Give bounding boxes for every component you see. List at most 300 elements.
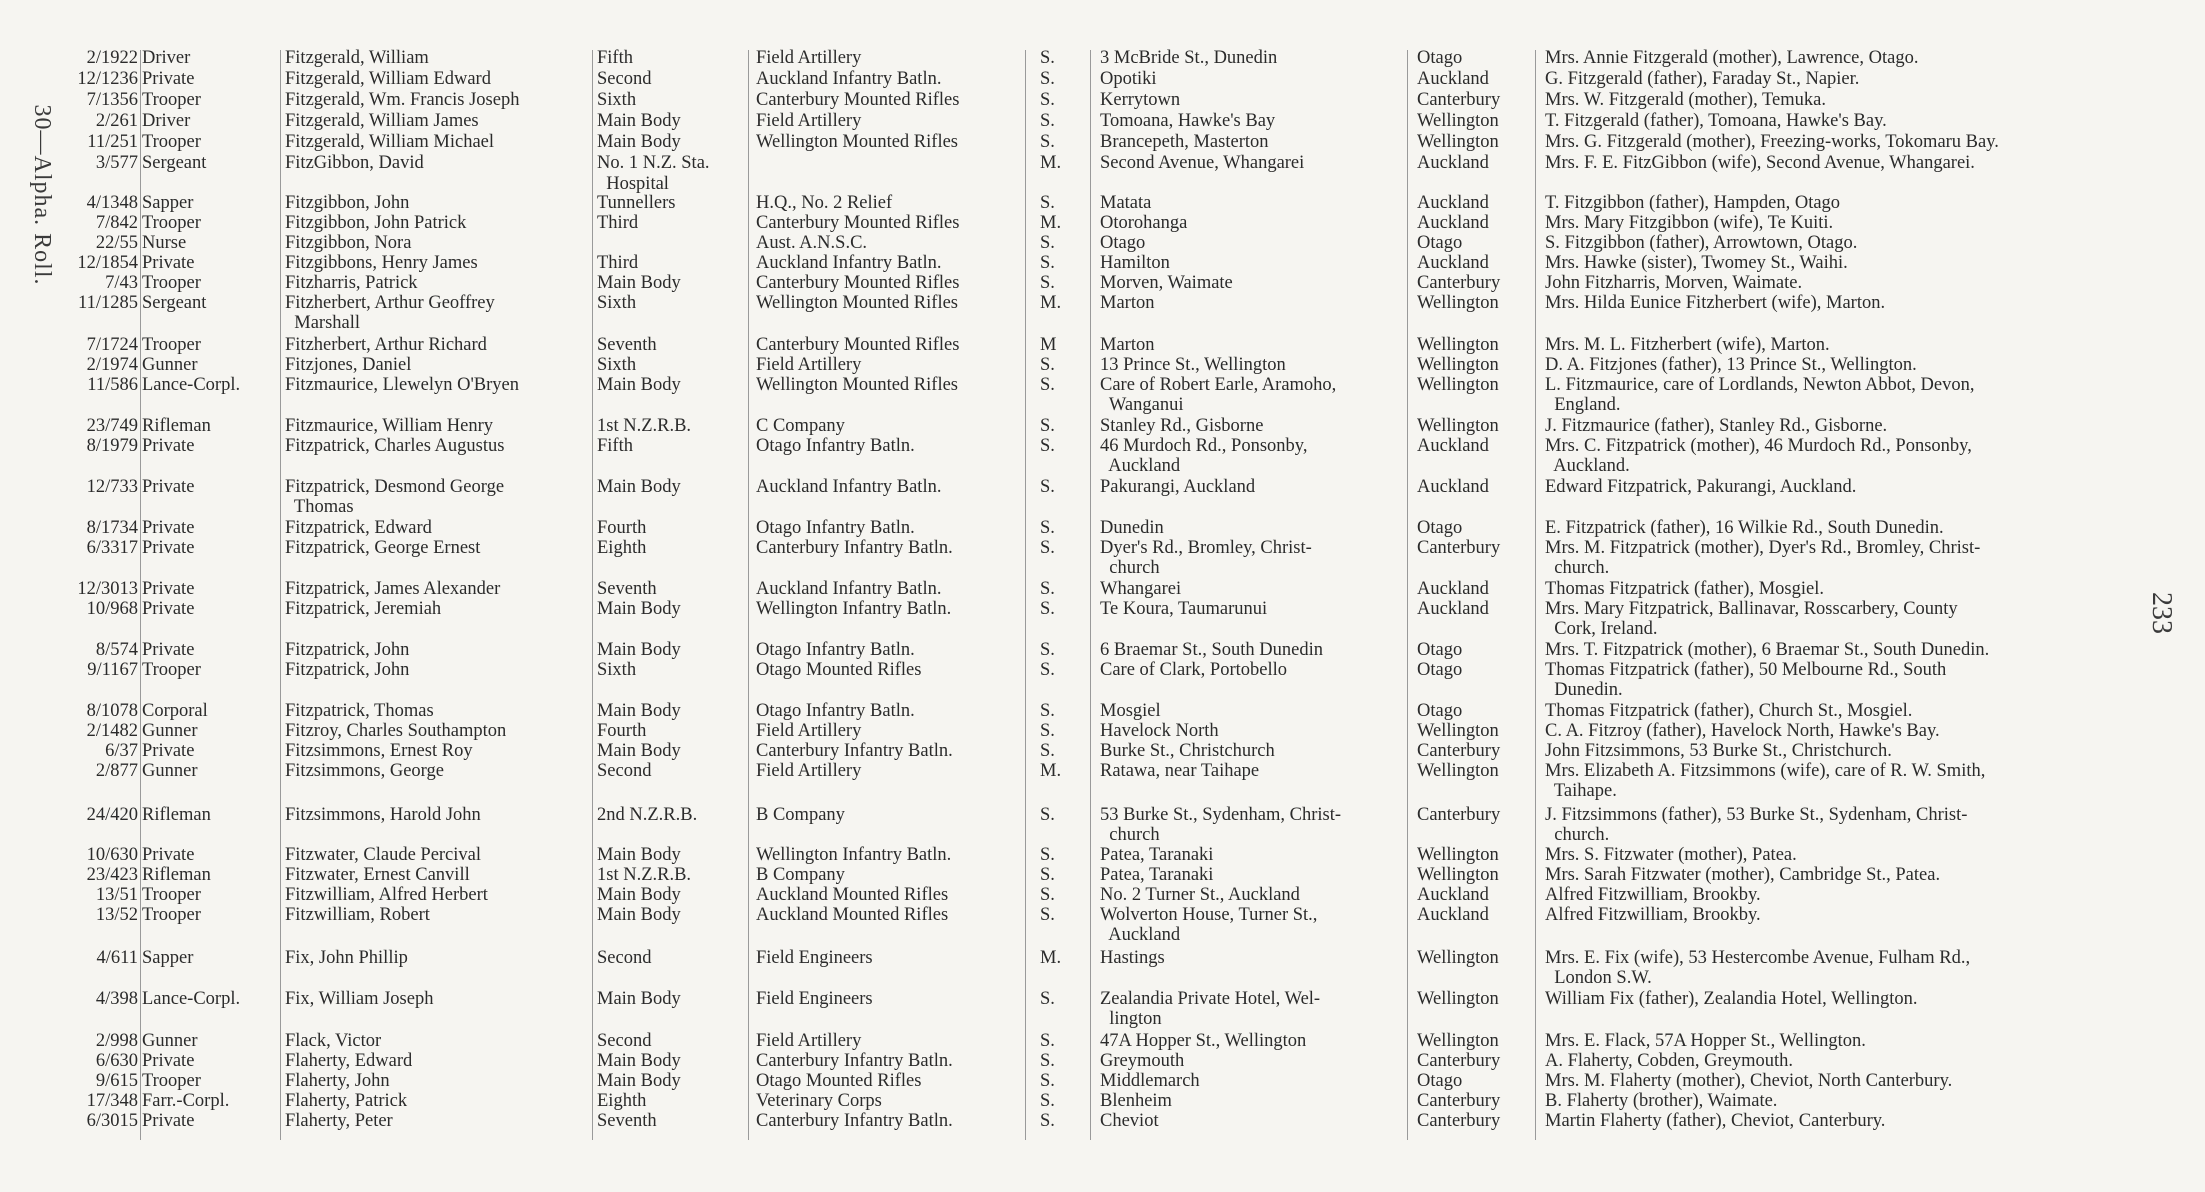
table-row [0, 701, 2205, 721]
district: Auckland [1417, 579, 1489, 599]
side-title: 30—Alpha. Roll. [29, 104, 55, 286]
soldier-name: Fitzwater, Ernest Canvill [285, 865, 470, 885]
marital-status: S. [1040, 579, 1055, 599]
table-row [0, 1031, 2205, 1051]
regimental-number: 6/630 [95, 1051, 138, 1071]
regimental-number: 11/1285 [78, 293, 138, 313]
soldier-name: Fitzharris, Patrick [285, 273, 418, 293]
table-row [0, 213, 2205, 233]
district: Canterbury [1417, 90, 1501, 110]
regimental-number: 8/1979 [86, 436, 138, 456]
regimental-number: 6/3317 [86, 538, 138, 558]
unit: Otago Infantry Batln. [756, 436, 915, 456]
draft: Hospital [597, 174, 669, 194]
next-of-kin: E. Fitzpatrick (father), 16 Wilkie Rd., South Dunedin. [1545, 518, 1944, 538]
next-of-kin: B. Flaherty (brother), Waimate. [1545, 1091, 1778, 1111]
table-row [0, 193, 2205, 213]
rank: Nurse [142, 233, 187, 253]
rank: Gunner [142, 1031, 198, 1051]
draft: No. 1 N.Z. Sta. [597, 153, 710, 173]
regimental-number: 7/1724 [86, 335, 138, 355]
rank: Trooper [142, 885, 201, 905]
district: Otago [1417, 701, 1463, 721]
rank: Lance-Corpl. [142, 375, 241, 395]
soldier-name: Fitzwater, Claude Percival [285, 845, 482, 865]
unit: Field Artillery [756, 48, 862, 68]
rank: Private [142, 69, 195, 89]
draft: Main Body [597, 845, 681, 865]
marital-status: S. [1040, 518, 1055, 538]
marital-status: M. [1040, 213, 1062, 233]
draft: Fourth [597, 721, 647, 741]
next-of-kin: Thomas Fitzpatrick (father), Church St., Mosgiel. [1545, 701, 1913, 721]
marital-status: S. [1040, 253, 1055, 273]
marital-status: S. [1040, 1031, 1055, 1051]
last-address: Whangarei [1100, 579, 1182, 599]
draft: Second [597, 761, 652, 781]
next-of-kin: T. Fitzgerald (father), Tomoana, Hawke's Bay. [1545, 111, 1887, 131]
soldier-name: Fitzsimmons, Harold John [285, 805, 481, 825]
district: Auckland [1417, 477, 1489, 497]
regimental-number: 11/586 [87, 375, 138, 395]
last-address: Stanley Rd., Gisborne [1100, 416, 1264, 436]
soldier-name: Fitzwilliam, Robert [285, 905, 430, 925]
unit: Canterbury Infantry Batln. [756, 741, 953, 761]
marital-status: S. [1040, 48, 1055, 68]
soldier-name: Fitzgerald, William James [285, 111, 479, 131]
soldier-name: Fitzgibbons, Henry James [285, 253, 478, 273]
district: Otago [1417, 1071, 1463, 1091]
rank: Private [142, 253, 195, 273]
soldier-name: Marshall [285, 313, 361, 333]
soldier-name: Fitzgerald, William [285, 48, 429, 68]
soldier-name: Fix, John Phillip [285, 948, 408, 968]
table-row [0, 781, 2205, 801]
district: Auckland [1417, 599, 1489, 619]
unit: Canterbury Mounted Rifles [756, 90, 960, 110]
soldier-name: Fitzherbert, Arthur Richard [285, 335, 487, 355]
marital-status: M. [1040, 948, 1062, 968]
next-of-kin: church. [1545, 825, 1610, 845]
district: Canterbury [1417, 1111, 1501, 1131]
last-address: Morven, Waimate [1100, 273, 1233, 293]
marital-status: S. [1040, 375, 1055, 395]
soldier-name: Fitzmaurice, William Henry [285, 416, 494, 436]
district: Wellington [1417, 375, 1499, 395]
soldier-name: Flaherty, Patrick [285, 1091, 408, 1111]
regimental-number: 17/348 [86, 1091, 138, 1111]
unit: Wellington Infantry Batln. [756, 599, 952, 619]
rank: Farr.-Corpl. [142, 1091, 230, 1111]
regimental-number: 2/261 [95, 111, 138, 131]
unit: Field Artillery [756, 721, 862, 741]
district: Canterbury [1417, 1091, 1501, 1111]
regimental-number: 24/420 [86, 805, 138, 825]
table-row [0, 233, 2205, 253]
regimental-number: 9/615 [95, 1071, 138, 1091]
regimental-number: 23/749 [86, 416, 138, 436]
regimental-number: 8/574 [95, 640, 138, 660]
last-address: Care of Clark, Portobello [1100, 660, 1288, 680]
rank: Trooper [142, 660, 201, 680]
marital-status: S. [1040, 660, 1055, 680]
regimental-number: 2/1922 [86, 48, 138, 68]
rank: Driver [142, 111, 191, 131]
table-row [0, 885, 2205, 905]
soldier-name: Fitzpatrick, Thomas [285, 701, 434, 721]
next-of-kin: Mrs. Mary Fitzpatrick, Ballinavar, Rosscarbery, County [1545, 599, 1958, 619]
rank: Trooper [142, 132, 201, 152]
unit: Aust. A.N.S.C. [756, 233, 868, 253]
table-row [0, 69, 2205, 89]
marital-status: S. [1040, 1051, 1055, 1071]
draft: Main Body [597, 477, 681, 497]
next-of-kin: Mrs. Annie Fitzgerald (mother), Lawrence, Otago. [1545, 48, 1919, 68]
draft: Main Body [597, 132, 681, 152]
table-row [0, 805, 2205, 825]
last-address: Te Koura, Taumarunui [1100, 599, 1268, 619]
table-row [0, 948, 2205, 968]
soldier-name: Fitzpatrick, John [285, 660, 410, 680]
next-of-kin: S. Fitzgibbon (father), Arrowtown, Otago. [1545, 233, 1858, 253]
regimental-number: 7/1356 [86, 90, 138, 110]
unit: B Company [756, 865, 845, 885]
next-of-kin: Mrs. Sarah Fitzwater (mother), Cambridge St., Patea. [1545, 865, 1941, 885]
soldier-name: Fitzgibbon, John [285, 193, 410, 213]
regimental-number: 4/398 [95, 989, 138, 1009]
regimental-number: 12/733 [86, 477, 138, 497]
district: Wellington [1417, 721, 1499, 741]
soldier-name: Fitzpatrick, Jeremiah [285, 599, 442, 619]
unit: Auckland Infantry Batln. [756, 69, 942, 89]
draft: Seventh [597, 1111, 657, 1131]
next-of-kin: John Fitzharris, Morven, Waimate. [1545, 273, 1803, 293]
rank: Private [142, 845, 195, 865]
soldier-name: Flaherty, Edward [285, 1051, 413, 1071]
unit: Field Artillery [756, 355, 862, 375]
table-row [0, 48, 2205, 68]
marital-status: S. [1040, 1071, 1055, 1091]
regimental-number: 3/577 [95, 153, 138, 173]
rank: Private [142, 1051, 195, 1071]
marital-status: S. [1040, 132, 1055, 152]
marital-status: S. [1040, 69, 1055, 89]
table-row [0, 538, 2205, 558]
unit: Canterbury Infantry Batln. [756, 538, 953, 558]
next-of-kin: Mrs. E. Flack, 57A Hopper St., Wellington. [1545, 1031, 1866, 1051]
soldier-name: Fitzroy, Charles Southampton [285, 721, 507, 741]
table-row [0, 619, 2205, 639]
table-row [0, 355, 2205, 375]
rank: Sergeant [142, 153, 207, 173]
unit: Field Engineers [756, 948, 873, 968]
district: Otago [1417, 518, 1463, 538]
table-row [0, 968, 2205, 988]
rank: Private [142, 538, 195, 558]
last-address: 13 Prince St., Wellington [1100, 355, 1286, 375]
district: Otago [1417, 660, 1463, 680]
last-address: Pakurangi, Auckland [1100, 477, 1256, 497]
regimental-number: 8/1734 [86, 518, 138, 538]
regimental-number: 11/251 [87, 132, 138, 152]
next-of-kin: T. Fitzgibbon (father), Hampden, Otago [1545, 193, 1841, 213]
soldier-name: Fitzjones, Daniel [285, 355, 412, 375]
last-address: Kerrytown [1100, 90, 1181, 110]
table-row [0, 436, 2205, 456]
table-row [0, 375, 2205, 395]
last-address: Wolverton House, Turner St., [1100, 905, 1318, 925]
draft: Sixth [597, 90, 637, 110]
last-address: Auckland [1100, 456, 1181, 476]
regimental-number: 6/37 [105, 741, 138, 761]
last-address: Burke St., Christchurch [1100, 741, 1275, 761]
table-row [0, 313, 2205, 333]
table-row [0, 477, 2205, 497]
table-row [0, 335, 2205, 355]
table-row [0, 721, 2205, 741]
soldier-name: Fitzherbert, Arthur Geoffrey [285, 293, 495, 313]
regimental-number: 2/1482 [86, 721, 138, 741]
rank: Trooper [142, 335, 201, 355]
next-of-kin: Mrs. S. Fitzwater (mother), Patea. [1545, 845, 1797, 865]
unit: Veterinary Corps [756, 1091, 882, 1111]
rank: Trooper [142, 90, 201, 110]
next-of-kin: L. Fitzmaurice, care of Lordlands, Newton Abbot, Devon, [1545, 375, 1975, 395]
table-row [0, 395, 2205, 415]
table-row [0, 558, 2205, 578]
regimental-number: 2/998 [95, 1031, 138, 1051]
table-row [0, 579, 2205, 599]
table-row [0, 1051, 2205, 1071]
draft: Fifth [597, 48, 633, 68]
next-of-kin: Thomas Fitzpatrick (father), Mosgiel. [1545, 579, 1824, 599]
marital-status: S. [1040, 355, 1055, 375]
regimental-number: 4/1348 [86, 193, 138, 213]
last-address: Havelock North [1100, 721, 1219, 741]
rank: Sergeant [142, 293, 207, 313]
last-address: church [1100, 558, 1160, 578]
table-row [0, 456, 2205, 476]
soldier-name: Fitzpatrick, Charles Augustus [285, 436, 505, 456]
district: Auckland [1417, 436, 1489, 456]
table-row [0, 253, 2205, 273]
marital-status: S. [1040, 1091, 1055, 1111]
unit: Field Artillery [756, 1031, 862, 1051]
district: Canterbury [1417, 538, 1501, 558]
district: Wellington [1417, 335, 1499, 355]
rank: Private [142, 579, 195, 599]
last-address: Otago [1100, 233, 1146, 253]
rank: Driver [142, 48, 191, 68]
unit: Field Artillery [756, 761, 862, 781]
marital-status: S. [1040, 90, 1055, 110]
draft: Main Body [597, 375, 681, 395]
soldier-name: Fitzpatrick, Desmond George [285, 477, 505, 497]
unit: Otago Mounted Rifles [756, 1071, 922, 1091]
rank: Trooper [142, 273, 201, 293]
regimental-number: 8/1078 [86, 701, 138, 721]
rank: Private [142, 1111, 195, 1131]
rank: Sapper [142, 948, 194, 968]
table-row [0, 174, 2205, 194]
unit: Auckland Infantry Batln. [756, 477, 942, 497]
marital-status: S. [1040, 640, 1055, 660]
district: Canterbury [1417, 273, 1501, 293]
marital-status: S. [1040, 805, 1055, 825]
draft: Main Body [597, 599, 681, 619]
table-row [0, 90, 2205, 110]
next-of-kin: Taihape. [1545, 781, 1617, 801]
draft: Main Body [597, 111, 681, 131]
marital-status: S. [1040, 436, 1055, 456]
marital-status: S. [1040, 599, 1055, 619]
next-of-kin: Dunedin. [1545, 680, 1623, 700]
table-row [0, 761, 2205, 781]
last-address: Middlemarch [1100, 1071, 1200, 1091]
next-of-kin: C. A. Fitzroy (father), Havelock North, Hawke's Bay. [1545, 721, 1940, 741]
next-of-kin: Edward Fitzpatrick, Pakurangi, Auckland. [1545, 477, 1857, 497]
marital-status: S. [1040, 741, 1055, 761]
district: Auckland [1417, 69, 1489, 89]
unit: Wellington Mounted Rifles [756, 375, 958, 395]
marital-status: S. [1040, 111, 1055, 131]
district: Wellington [1417, 111, 1499, 131]
soldier-name: Fitzgerald, Wm. Francis Joseph [285, 90, 520, 110]
unit: B Company [756, 805, 845, 825]
unit: Auckland Mounted Rifles [756, 885, 949, 905]
marital-status: S. [1040, 865, 1055, 885]
regimental-number: 10/968 [86, 599, 138, 619]
rank: Private [142, 741, 195, 761]
district: Wellington [1417, 761, 1499, 781]
rank: Private [142, 477, 195, 497]
draft: Main Body [597, 640, 681, 660]
last-address: Blenheim [1100, 1091, 1172, 1111]
rank: Rifleman [142, 865, 211, 885]
marital-status: S. [1040, 989, 1055, 1009]
next-of-kin: Mrs. Mary Fitzgibbon (wife), Te Kuiti. [1545, 213, 1834, 233]
last-address: Hamilton [1100, 253, 1170, 273]
rank: Rifleman [142, 416, 211, 436]
draft: Fourth [597, 518, 647, 538]
soldier-name: Fitzgerald, William Edward [285, 69, 491, 89]
draft: Fifth [597, 436, 633, 456]
draft: Main Body [597, 701, 681, 721]
unit: Wellington Mounted Rifles [756, 132, 958, 152]
marital-status: S. [1040, 701, 1055, 721]
next-of-kin: Mrs. Elizabeth A. Fitzsimmons (wife), care of R. W. Smith, [1545, 761, 1986, 781]
last-address: Matata [1100, 193, 1152, 213]
table-row [0, 640, 2205, 660]
unit: Canterbury Infantry Batln. [756, 1111, 953, 1131]
marital-status: M [1040, 335, 1057, 355]
marital-status: S. [1040, 273, 1055, 293]
table-row [0, 825, 2205, 845]
district: Wellington [1417, 948, 1499, 968]
draft: Sixth [597, 355, 637, 375]
draft: Main Body [597, 1051, 681, 1071]
soldier-name: Flaherty, Peter [285, 1111, 393, 1131]
marital-status: S. [1040, 845, 1055, 865]
draft: 1st N.Z.R.B. [597, 416, 692, 436]
last-address: Mosgiel [1100, 701, 1161, 721]
draft: Seventh [597, 579, 657, 599]
last-address: church [1100, 825, 1160, 845]
soldier-name: Fitzpatrick, George Ernest [285, 538, 481, 558]
district: Auckland [1417, 193, 1489, 213]
last-address: 46 Murdoch Rd., Ponsonby, [1100, 436, 1308, 456]
last-address: Care of Robert Earle, Aramoho, [1100, 375, 1337, 395]
table-row [0, 845, 2205, 865]
next-of-kin: Mrs. Hawke (sister), Twomey St., Waihi. [1545, 253, 1848, 273]
district: Canterbury [1417, 1051, 1501, 1071]
table-row [0, 518, 2205, 538]
rank: Trooper [142, 1071, 201, 1091]
district: Wellington [1417, 865, 1499, 885]
last-address: Opotiki [1100, 69, 1157, 89]
rank: Gunner [142, 355, 198, 375]
table-row [0, 153, 2205, 173]
unit: Auckland Mounted Rifles [756, 905, 949, 925]
rank: Sapper [142, 193, 194, 213]
draft: Second [597, 948, 652, 968]
table-row [0, 1091, 2205, 1111]
soldier-name: Flaherty, John [285, 1071, 390, 1091]
next-of-kin: London S.W. [1545, 968, 1652, 988]
last-address: Zealandia Private Hotel, Wel- [1100, 989, 1321, 1009]
soldier-name: Fitzsimmons, George [285, 761, 444, 781]
district: Otago [1417, 640, 1463, 660]
next-of-kin: J. Fitzmaurice (father), Stanley Rd., Gisborne. [1545, 416, 1888, 436]
table-row [0, 680, 2205, 700]
district: Auckland [1417, 885, 1489, 905]
table-row [0, 273, 2205, 293]
soldier-name: Fitzpatrick, Edward [285, 518, 432, 538]
rank: Trooper [142, 905, 201, 925]
unit: Otago Infantry Batln. [756, 640, 915, 660]
last-address: Auckland [1100, 925, 1181, 945]
draft: Main Body [597, 885, 681, 905]
marital-status: S. [1040, 233, 1055, 253]
next-of-kin: Mrs. C. Fitzpatrick (mother), 46 Murdoch Rd., Ponsonby, [1545, 436, 1972, 456]
draft: Second [597, 1031, 652, 1051]
district: Auckland [1417, 213, 1489, 233]
unit: Otago Mounted Rifles [756, 660, 922, 680]
last-address: lington [1100, 1009, 1162, 1029]
regimental-number: 4/611 [96, 948, 138, 968]
last-address: Marton [1100, 293, 1155, 313]
last-address: 47A Hopper St., Wellington [1100, 1031, 1307, 1051]
soldier-name: Fitzmaurice, Llewelyn O'Bryen [285, 375, 519, 395]
next-of-kin: Mrs. Hilda Eunice Fitzherbert (wife), Marton. [1545, 293, 1886, 313]
next-of-kin: D. A. Fitzjones (father), 13 Prince St., Wellington. [1545, 355, 1917, 375]
next-of-kin: England. [1545, 395, 1621, 415]
district: Wellington [1417, 132, 1499, 152]
marital-status: M. [1040, 293, 1062, 313]
district: Wellington [1417, 293, 1499, 313]
last-address: Second Avenue, Whangarei [1100, 153, 1305, 173]
rank: Private [142, 518, 195, 538]
regimental-number: 9/1167 [87, 660, 138, 680]
district: Otago [1417, 233, 1463, 253]
rank: Rifleman [142, 805, 211, 825]
draft: 1st N.Z.R.B. [597, 865, 692, 885]
rank: Gunner [142, 721, 198, 741]
table-row [0, 989, 2205, 1009]
marital-status: S. [1040, 1111, 1055, 1131]
unit: Otago Infantry Batln. [756, 518, 915, 538]
regimental-number: 23/423 [86, 865, 138, 885]
